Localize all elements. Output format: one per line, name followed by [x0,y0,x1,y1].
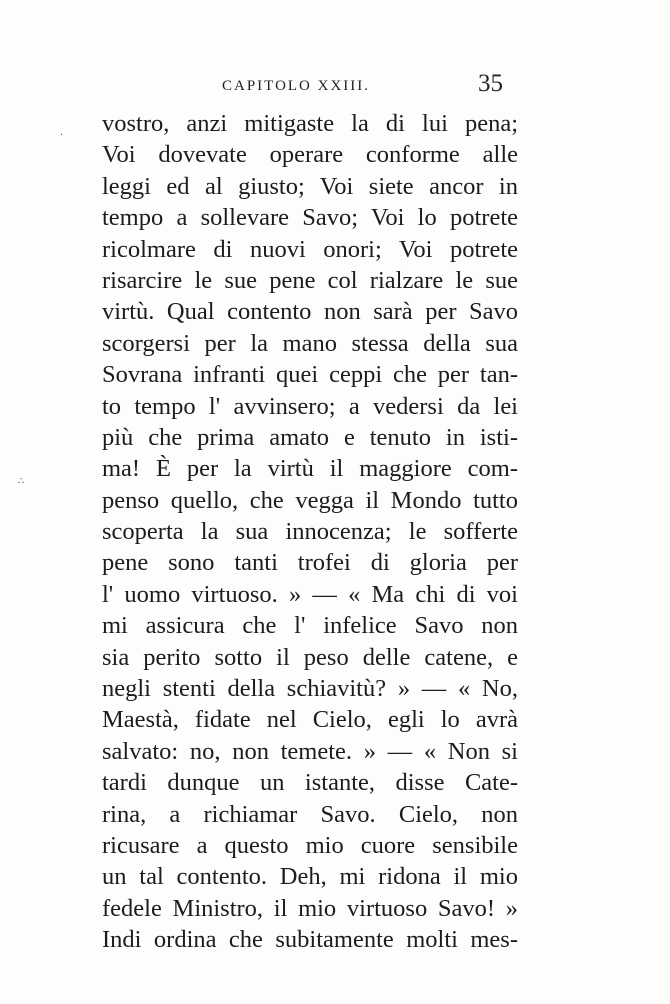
text-line: salvato: no, non temete. » — « Non si [102,737,518,765]
text-line: negli stenti della schiavitù? » — « No, [102,675,518,703]
text-line: ricusare a questo mio cuore sensibile [102,831,518,859]
text-line: penso quello, che vegga il Mondo tutto [102,486,518,514]
body-text [102,108,518,956]
margin-speck: · [60,130,64,141]
running-head: CAPITOLO XXIII. [222,78,371,94]
text-line: più che prima amato e tenuto in isti- [102,423,518,451]
text-line: fedele Ministro, il mio virtuoso Savo! » [102,894,518,922]
text-line: Maestà, fidate nel Cielo, egli lo avrà [102,706,518,734]
text-line: scoperta la sua innocenza; le sofferte [102,518,518,546]
text-line: tardi dunque un istante, disse Cate- [102,769,518,797]
text-line: mi assicura che l' infelice Savo non [102,612,518,640]
text-line: Sovrana infranti quei ceppi che per tan- [102,361,518,389]
text-line: Indi ordina che subitamente molti mes- [102,926,518,954]
text-line: tempo a sollevare Savo; Voi lo potrete [102,204,518,232]
text-line: vostro, anzi mitigaste la di lui pena; [102,110,518,137]
text-line: pene sono tanti trofei di gloria per [102,549,518,577]
text-line: ricolmare di nuovi onori; Voi potrete [102,235,518,263]
text-line: un tal contento. Deh, mi ridona il mio [102,863,518,891]
margin-speck: ∴ [18,476,25,487]
text-line: sia perito sotto il peso delle catene, e [102,643,518,671]
text-line: to tempo l' avvinsero; a vedersi da lei [102,392,518,420]
page-number: 35 [478,70,503,97]
text-line: risarcire le sue pene col rialzare le sue [102,266,518,294]
text-line: leggi ed al giusto; Voi siete ancor in [102,172,518,200]
text-line: virtù. Qual contento non sarà per Savo [102,298,518,326]
text-line: rina, a richiamar Savo. Cielo, non [102,800,518,828]
text-line: ma! È per la virtù il maggiore com- [102,455,518,483]
text-line: l' uomo virtuoso. » — « Ma chi di voi [102,580,518,608]
text-line: Voi dovevate operare conforme alle [102,141,518,169]
text-line: scorgersi per la mano stessa della sua [102,329,518,357]
